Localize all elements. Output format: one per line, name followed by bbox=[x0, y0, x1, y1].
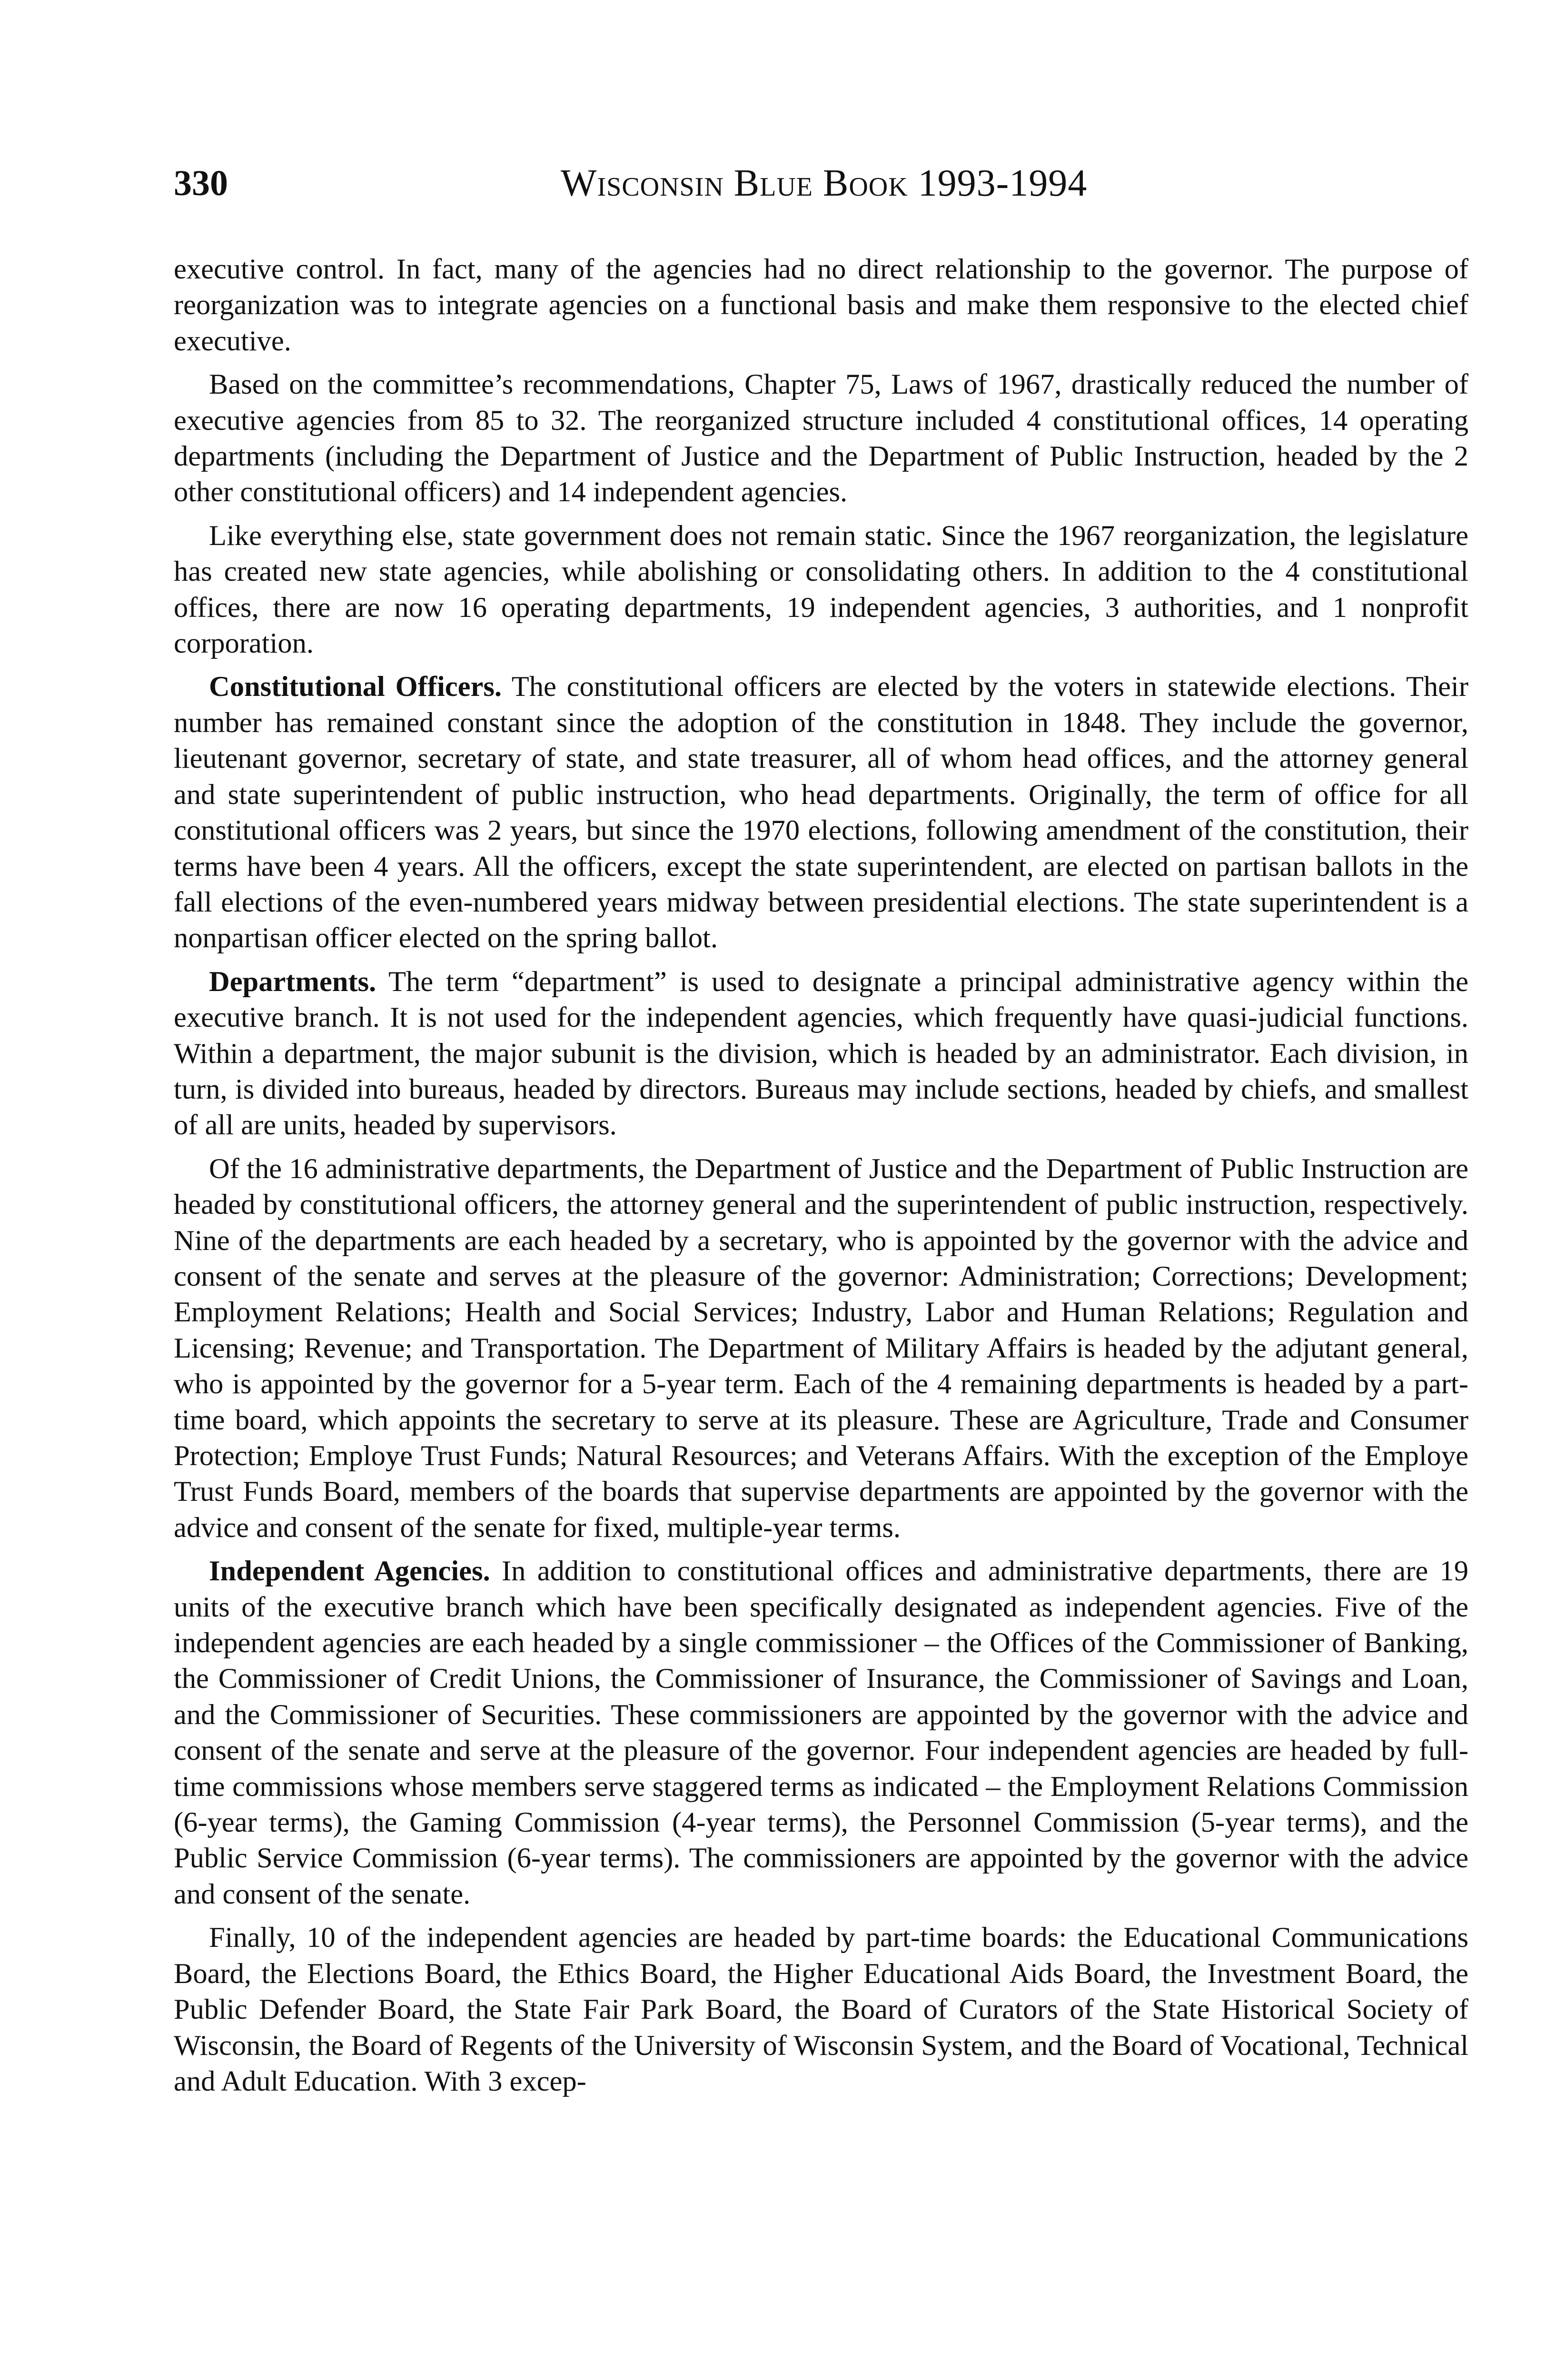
paragraph-constitutional-officers bbox=[174, 669, 1468, 956]
paragraph-administrative-departments bbox=[174, 1151, 1468, 1546]
paragraph-independent-agencies bbox=[174, 1553, 1468, 1912]
paragraph-committee-recommendations bbox=[174, 367, 1468, 510]
page-number: 330 bbox=[174, 163, 228, 203]
paragraph-text: The term “department” is used to designate a principal administrative agency within the executive branch. It is not used for the independent agencies, which frequently have quasi-judicial functions. Within a department, the major subunit is the division, which is headed by an administrator. Each division, in turn, is divided into bureaus, headed by directors. Bureaus may include sections, headed by chiefs, and smallest of all are units, headed by supervisors. bbox=[174, 965, 1468, 1141]
paragraph-state-government-changes bbox=[174, 518, 1468, 662]
paragraph-departments bbox=[174, 964, 1468, 1143]
paragraph-reorganization-purpose bbox=[174, 251, 1468, 359]
paragraph-text: In addition to constitutional offices and administrative departments, there are 19 units of the executive branch which have been specifically designated as independent agencies. Five of the independent agencies are each headed by a single commissioner – the Offices of the Commissioner of Banking, the Commissioner of Credit Unions, the Commissioner of Insurance, the Commissioner of Savings and Loan, and the Commissioner of Securities. These commissioners are appointed by the governor with the advice and consent of the senate and serve at the pleasure of the governor. Four independent agencies are headed by full-time commissions whose members serve staggered terms as indicated – the Employment Relations Commission (6-year terms), the Gaming Commission (4-year terms), the Personnel Commission (5-year terms), and the Public Service Commission (6-year terms). The commissioners are appointed by the governor with the advice and consent of the senate. bbox=[174, 1555, 1469, 1910]
running-title: Wisconsin Blue Book 1993-1994 bbox=[561, 162, 1088, 204]
body-text bbox=[174, 251, 1468, 2107]
paragraph-text: Of the 16 administrative departments, the Department of Justice and the Department of Public Instruction are headed by constitutional officers, the attorney general and the superintendent of public instruction, respectively. Nine of the departments are each headed by a secretary, who is appointed by the governor with the advice and consent of the senate and serves at the pleasure of the governor: Administration; Corrections; Development; Employment Relations; Health and Social Services; Industry, Labor and Human Relations; Regulation and Licensing; Revenue; and Transportation. The Department of Military Affairs is headed by the adjutant general, who is appointed by the governor for a 5-year term. Each of the 4 remaining departments is headed by a part-time board, which appoints the secretary to serve at its pleasure. These are Agriculture, Trade and Consumer Protection; Employe Trust Funds; Natural Resources; and Veterans Affairs. With the exception of the Employe Trust Funds Board, members of the boards that supervise departments are appointed by the governor with the advice and consent of the senate for fixed, multiple-year terms. bbox=[174, 1152, 1468, 1544]
section-heading-independent-agencies: Independent Agencies. bbox=[209, 1555, 490, 1587]
paragraph-text: The constitutional officers are elected by the voters in statewide elections. Their number has remained constant since the adoption of the constitution in 1848. They include the governor, lieutenant governor, secretary of state, and state treasurer, all of whom head offices, and the attorney general and state superintendent of public instruction, who head departments. Originally, the term of office for all constitutional officers was 2 years, but since the 1970 elections, following amendment of the constitution, their terms have been 4 years. All the officers, except the state superintendent, are elected on partisan ballots in the fall elections of the even-numbered years midway between presidential elections. The state superintendent is a nonpartisan officer elected on the spring ballot. bbox=[174, 671, 1468, 954]
section-heading-constitutional-officers: Constitutional Officers. bbox=[209, 671, 502, 703]
section-heading-departments: Departments. bbox=[209, 965, 377, 998]
paragraph-text: Like everything else, state government does not remain static. Since the 1967 reorganization, the legislature has created new state agencies, while abolishing or consolidating others. In addition to the 4 constitutional offices, there are now 16 operating departments, 19 independent agencies, 3 authorities, and 1 nonprofit corporation. bbox=[174, 519, 1468, 660]
paragraph-part-time-boards bbox=[174, 1920, 1468, 2099]
page-header bbox=[174, 157, 1468, 209]
paragraph-text: Based on the committee’s recommendations, Chapter 75, Laws of 1967, drastically reduced the number of executive agencies from 85 to 32. The reorganized structure included 4 constitutional offices, 14 operating departments (including the Department of Justice and the Department of Public Instruction, headed by the 2 other constitutional officers) and 14 independent agencies. bbox=[174, 368, 1468, 508]
paragraph-text: Finally, 10 of the independent agencies are headed by part-time boards: the Educational Communications Board, the Elections Board, the Ethics Board, the Higher Educational Aids Board, the Investment Board, the Public Defender Board, the State Fair Park Board, the Board of Curators of the State Historical Society of Wisconsin, the Board of Regents of the University of Wisconsin System, and the Board of Vocational, Technical and Adult Education. With 3 excep- bbox=[174, 1922, 1468, 2097]
paragraph-text: executive control. In fact, many of the agencies had no direct relationship to the governor. The purpose of reorganization was to integrate agencies on a functional basis and make them responsive to the elected chief executive. bbox=[174, 253, 1468, 357]
